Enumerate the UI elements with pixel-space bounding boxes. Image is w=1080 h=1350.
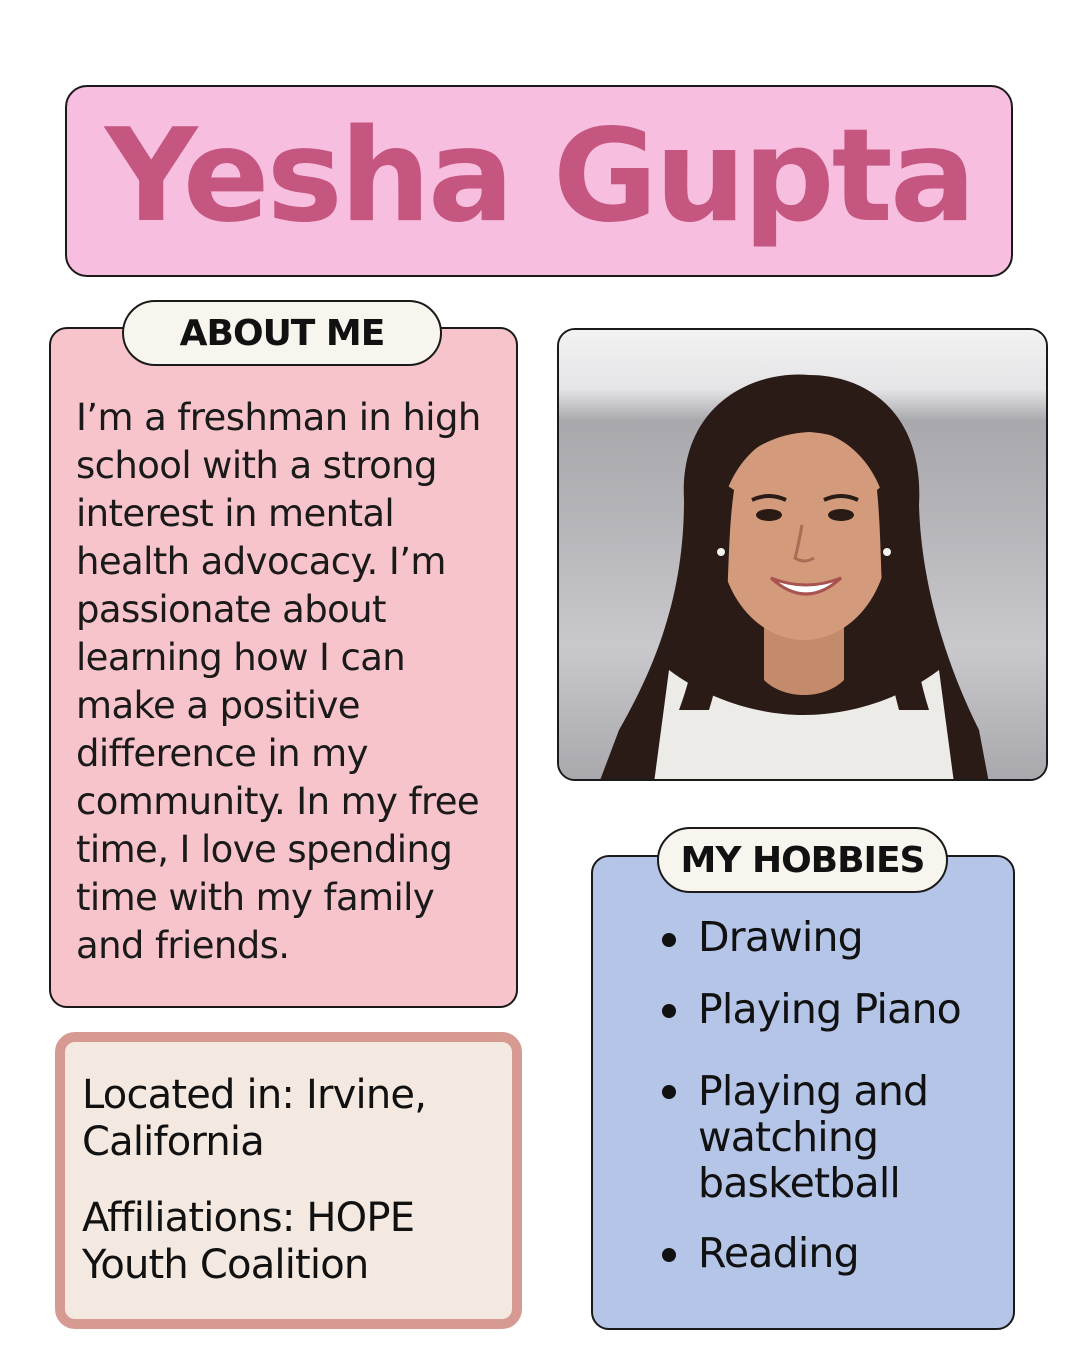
profile-name: Yesha Gupta	[104, 102, 974, 251]
affiliations-text: Affiliations: HOPE Youth Coalition	[82, 1195, 415, 1288]
about-me-text: I’m a freshman in high school with a strong interest in mental health advocacy. I’m passionate about learning how I can make a positive difference in my community. In my free time, I love spending time with my family and friends.	[76, 396, 481, 967]
portrait-illustration	[559, 330, 1048, 781]
hobbies-heading: MY HOBBIES	[657, 827, 948, 893]
about-me-heading: ABOUT ME	[122, 300, 442, 366]
bullet-icon	[662, 933, 676, 947]
hobby-item: Drawing	[698, 913, 863, 961]
bullet-icon	[662, 1004, 676, 1018]
bullet-icon	[662, 1085, 676, 1099]
name-banner	[65, 85, 1013, 277]
location-text: Located in: Irvine, California	[82, 1072, 427, 1165]
bullet-icon	[662, 1248, 676, 1262]
profile-photo	[557, 328, 1048, 781]
hobby-item: Reading	[698, 1229, 859, 1277]
hobby-item: Playing and watching basketball	[698, 1067, 929, 1207]
hobby-item: Playing Piano	[698, 985, 961, 1033]
